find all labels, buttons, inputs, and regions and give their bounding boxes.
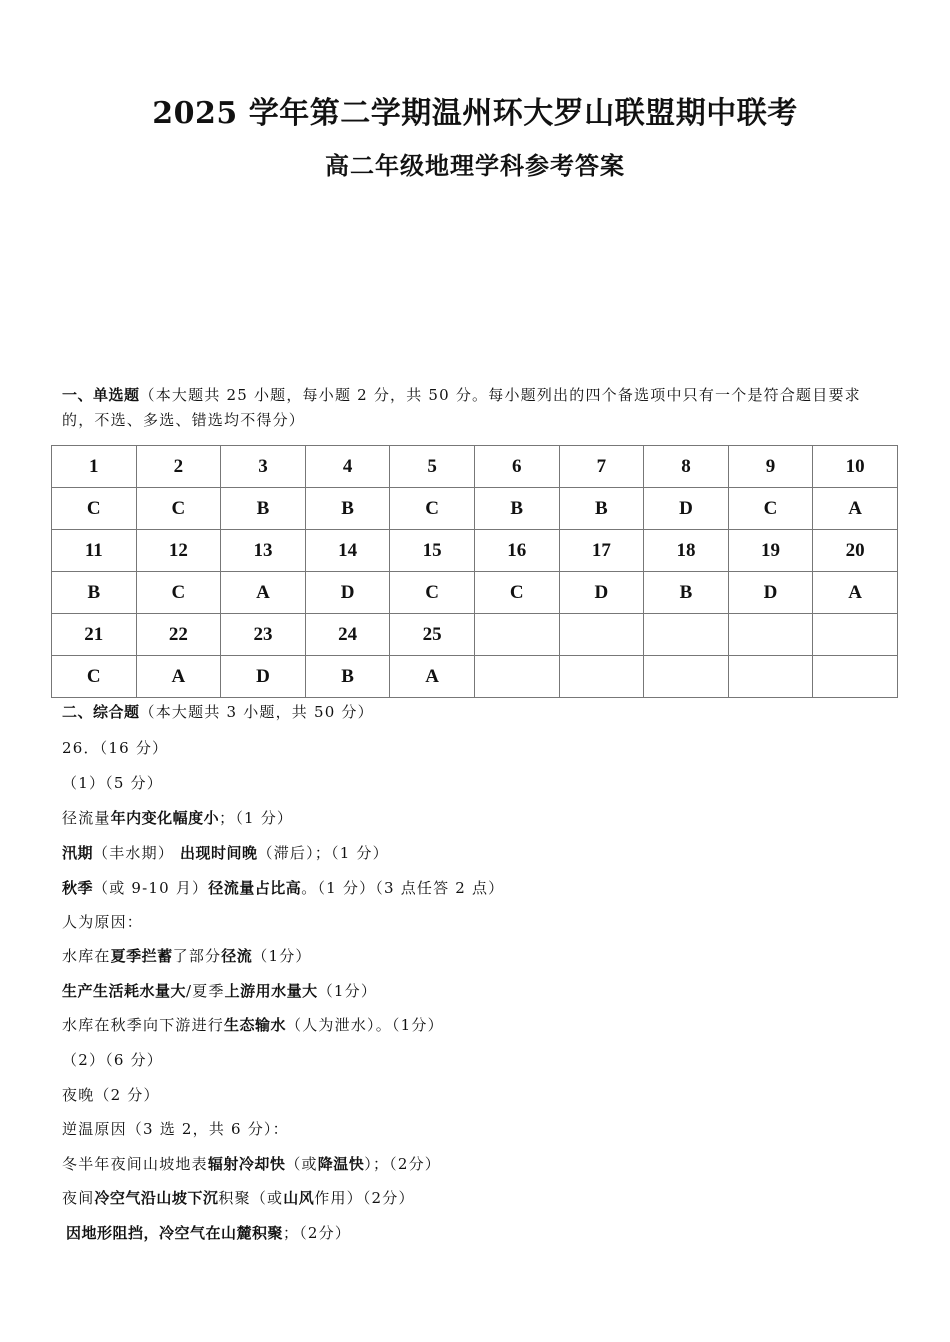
answer-cell: A <box>221 572 306 614</box>
text-keypoint: 上游用水量大 <box>224 982 318 1000</box>
answer-cell: B <box>559 488 644 530</box>
answer-cell: C <box>52 488 137 530</box>
answer-cell: A <box>813 572 898 614</box>
q26-line-6 <box>62 980 377 1002</box>
section1-heading: 一、单选题 <box>62 386 140 404</box>
text-plain: （1分） <box>252 947 312 965</box>
question-number-cell <box>813 614 898 656</box>
question-number-cell: 8 <box>644 446 729 488</box>
text-plain: （人为泄水）。（1分） <box>286 1016 444 1034</box>
q26-part2-title: （2）（6 分） <box>62 1051 163 1069</box>
answer-cell: A <box>390 656 475 698</box>
answer-cell: A <box>136 656 221 698</box>
question-number-cell: 25 <box>390 614 475 656</box>
question-number-cell: 14 <box>305 530 390 572</box>
text-plain: 冬半年夜间山坡地表 <box>62 1155 208 1173</box>
question-number-cell: 1 <box>52 446 137 488</box>
answer-cell <box>813 656 898 698</box>
answer-cell <box>644 656 729 698</box>
answer-cell <box>474 656 559 698</box>
q26-line-10 <box>62 1153 441 1175</box>
text-plain: 。（1 分）（3 点任答 2 点） <box>301 879 505 897</box>
section1-note: （本大题共 25 小题，每小题 2 分，共 50 分。每小题列出的四个备选项中只有一个是符合题目要求的，不选、多选、错选均不得分） <box>62 386 861 429</box>
question-number-cell <box>474 614 559 656</box>
q26-part1-title: （1）（5 分） <box>62 774 163 792</box>
question-number-cell: 22 <box>136 614 221 656</box>
answer-cell: B <box>221 488 306 530</box>
text-keypoint: 出现时间晚 <box>180 844 258 862</box>
question-number-cell: 5 <box>390 446 475 488</box>
q26-line-4: 人为原因： <box>62 913 144 931</box>
text-plain: 径流量 <box>62 809 111 827</box>
answer-cell: A <box>813 488 898 530</box>
text-keypoint: 夏季拦蓄 <box>110 947 173 965</box>
text-keypoint: 降温快 <box>317 1155 365 1173</box>
text-keypoint: 冷空气沿山坡下沉 <box>94 1189 219 1207</box>
question-number-cell: 3 <box>221 446 306 488</box>
question-number-cell: 18 <box>644 530 729 572</box>
question-number-cell: 9 <box>728 446 813 488</box>
question-number-cell: 13 <box>221 530 306 572</box>
question-number-cell: 10 <box>813 446 898 488</box>
question-number-cell: 17 <box>559 530 644 572</box>
section1-intro <box>62 383 892 433</box>
section2-intro <box>62 701 374 723</box>
answer-cell: B <box>474 488 559 530</box>
answer-cell: D <box>305 572 390 614</box>
answer-table <box>51 445 898 698</box>
q26-line-12 <box>66 1222 351 1244</box>
text-plain: ；（1 分） <box>219 809 294 827</box>
text-plain: /夏季 <box>186 982 225 1000</box>
q26-title: 26．（16 分） <box>62 739 169 757</box>
question-number-cell: 21 <box>52 614 137 656</box>
document-subtitle: 高二年级地理学科参考答案 <box>325 151 625 180</box>
answer-row <box>52 488 898 530</box>
question-number-cell: 19 <box>728 530 813 572</box>
question-number-cell <box>644 614 729 656</box>
answer-cell: C <box>390 488 475 530</box>
text-plain: （1分） <box>317 982 378 1000</box>
answer-cell <box>728 656 813 698</box>
answer-cell: C <box>136 572 221 614</box>
document-title: 2025 学年第二学期温州环大罗山联盟期中联考 <box>152 96 798 131</box>
question-number-cell: 23 <box>221 614 306 656</box>
q26-line-1 <box>62 807 293 829</box>
answer-cell: C <box>136 488 221 530</box>
section2-heading: 二、综合题 <box>62 703 140 721</box>
question-number-cell: 2 <box>136 446 221 488</box>
answer-row <box>52 572 898 614</box>
text-plain: 夜间 <box>62 1189 95 1207</box>
answer-cell: B <box>644 572 729 614</box>
question-number-cell: 12 <box>136 530 221 572</box>
answer-cell: D <box>221 656 306 698</box>
q26-line-2 <box>62 842 389 864</box>
text-plain: 了部分 <box>172 947 222 965</box>
answer-cell: B <box>305 488 390 530</box>
answer-cell: C <box>390 572 475 614</box>
question-number-row <box>52 614 898 656</box>
question-number-cell: 7 <box>559 446 644 488</box>
q26-line-7 <box>62 1014 444 1036</box>
question-number-cell: 16 <box>474 530 559 572</box>
text-plain: 积聚（或 <box>218 1189 284 1207</box>
text-plain: 水库在秋季向下游进行 <box>62 1016 225 1034</box>
text-plain: 水库在 <box>62 947 111 965</box>
answer-cell: C <box>728 488 813 530</box>
text-keypoint: 生态输水 <box>224 1016 287 1034</box>
question-number-cell: 6 <box>474 446 559 488</box>
text-keypoint: 年内变化幅度小 <box>110 809 220 827</box>
answer-cell: C <box>52 656 137 698</box>
question-number-row <box>52 530 898 572</box>
q26-line-3 <box>62 877 504 899</box>
section2-note: （本大题共 3 小题，共 50 分） <box>139 703 374 721</box>
answer-row <box>52 656 898 698</box>
answer-cell <box>559 656 644 698</box>
answer-cell: C <box>474 572 559 614</box>
text-plain: ）；（2分） <box>364 1155 441 1173</box>
text-plain: ；（2分） <box>283 1224 352 1242</box>
text-plain: 作用）（2分） <box>314 1189 415 1207</box>
question-number-cell: 4 <box>305 446 390 488</box>
question-number-row <box>52 446 898 488</box>
question-number-cell <box>559 614 644 656</box>
q26-line-9: 逆温原因（3 选 2，共 6 分）： <box>62 1120 289 1138</box>
text-plain: （或 <box>285 1155 318 1173</box>
q26-line-8: 夜晚（2 分） <box>62 1086 160 1104</box>
text-plain: （丰水期） <box>93 844 175 862</box>
text-keypoint: 因地形阻挡，冷空气在山麓积聚 <box>66 1224 284 1242</box>
text-keypoint: 汛期 <box>62 844 94 862</box>
answer-cell: B <box>305 656 390 698</box>
text-keypoint: 径流 <box>221 947 253 965</box>
text-plain: （滞后）；（1 分） <box>257 844 389 862</box>
text-keypoint: 山风 <box>283 1189 315 1207</box>
answer-cell: D <box>728 572 813 614</box>
text-plain: （或 9-10 月） <box>93 879 209 897</box>
question-number-cell: 24 <box>305 614 390 656</box>
question-number-cell: 20 <box>813 530 898 572</box>
answer-cell: D <box>644 488 729 530</box>
question-number-cell: 11 <box>52 530 137 572</box>
text-keypoint: 辐射冷却快 <box>207 1155 286 1173</box>
q26-line-11 <box>62 1187 415 1209</box>
q26-line-5 <box>62 945 312 967</box>
text-keypoint: 生产生活耗水量大 <box>62 982 187 1000</box>
text-keypoint: 秋季 <box>62 879 94 897</box>
answer-cell: B <box>52 572 137 614</box>
question-number-cell: 15 <box>390 530 475 572</box>
question-number-cell <box>728 614 813 656</box>
text-keypoint: 径流量占比高 <box>208 879 302 897</box>
answer-cell: D <box>559 572 644 614</box>
